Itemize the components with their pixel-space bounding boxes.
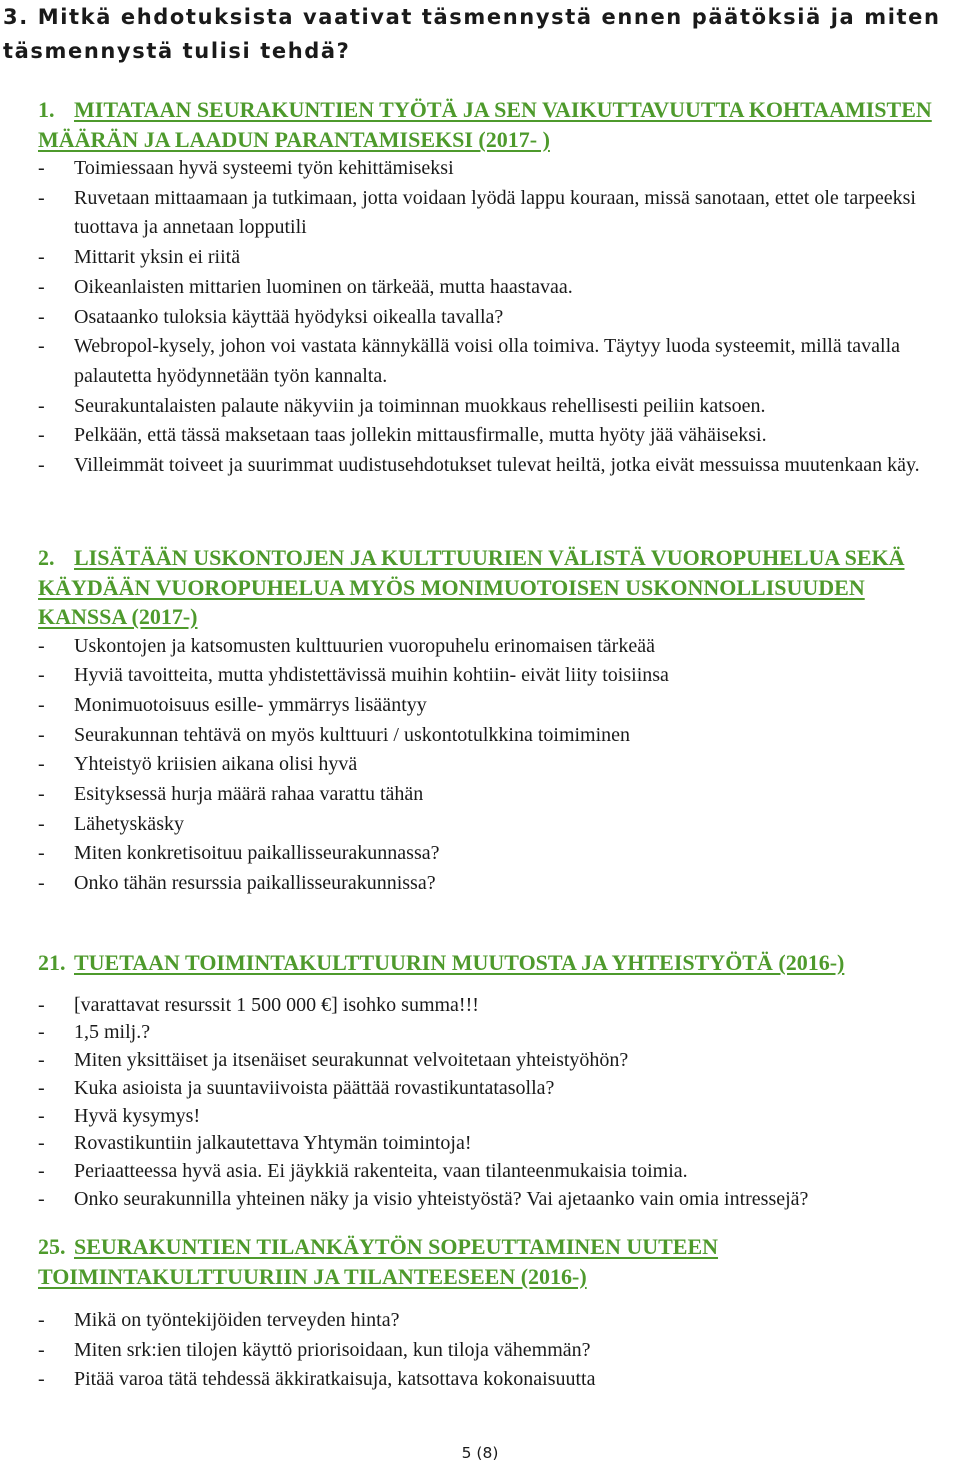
list-item: - Miten konkretisoituu paikallisseurakunnassa? — [38, 839, 958, 869]
section-1 — [38, 95, 958, 481]
list-item: - Rovastikuntiin jalkautettava Yhtymän toimintoja! — [38, 1130, 958, 1158]
list-item: - [varattavat resurssit 1 500 000 €] isohko summa!!! — [38, 992, 958, 1020]
page-heading: 3. Mitkä ehdotuksista vaativat täsmennystä ennen päätöksiä ja miten täsmennystä tulisi tehdä? — [3, 5, 941, 63]
list-item: - Osataanko tuloksia käyttää hyödyksi oikealla tavalla? — [38, 303, 958, 333]
list-item: - Mikä on työntekijöiden terveyden hinta? — [38, 1306, 958, 1336]
list-item: - Esityksessä hurja määrä rahaa varattu tähän — [38, 780, 958, 810]
list-item: - Periaatteessa hyvä asia. Ei jäykkiä rakenteita, vaan tilanteenmukaisia toimia. — [38, 1158, 958, 1186]
section-2 — [38, 543, 958, 899]
section-number: 25. — [38, 1234, 66, 1259]
list-item: - Kuka asioista ja suuntaviivoista päättää rovastikuntatasolla? — [38, 1075, 958, 1103]
list-item: - Oikeanlaisten mittarien luominen on tärkeää, mutta haastavaa. — [38, 273, 958, 303]
list-item: - Monimuotoisuus esille- ymmärrys lisääntyy — [38, 691, 958, 721]
section-number: 21. — [38, 950, 66, 975]
section-title — [38, 543, 958, 632]
list-item: - Seurakunnan tehtävä on myös kulttuuri / uskontotulkkina toimiminen — [38, 721, 958, 751]
section-title — [38, 95, 958, 154]
bullet-list — [38, 154, 958, 481]
list-item: - Miten srk:ien tilojen käyttö priorisoidaan, kun tiloja vähemmän? — [38, 1336, 958, 1366]
list-item: - Pitää varoa tätä tehdessä äkkiratkaisuja, katsottava kokonaisuutta — [38, 1365, 958, 1395]
list-item: - Seurakuntalaisten palaute näkyviin ja toiminnan muokkaus rehellisesti peiliin katsoen. — [38, 392, 958, 422]
section-title-text: SEURAKUNTIEN TILANKÄYTÖN SOPEUTTAMINEN UUTEEN TOIMINTAKULTTUURIIN JA TILANTEESEEN (2016-) — [38, 1234, 719, 1289]
section-title — [38, 948, 958, 978]
list-item: - Miten yksittäiset ja itsenäiset seurakunnat velvoitetaan yhteistyöhön? — [38, 1047, 958, 1075]
list-item: - Hyviä tavoitteita, mutta yhdistettävissä muihin kohtiin- eivät liity toisiinsa — [38, 661, 958, 691]
list-item: - Hyvä kysymys! — [38, 1103, 958, 1131]
section-25 — [38, 1232, 958, 1395]
list-item: - Yhteistyö kriisien aikana olisi hyvä — [38, 750, 958, 780]
list-item: - Onko seurakunnilla yhteinen näky ja visio yhteistyöstä? Vai ajetaanko vain omia intressejä? — [38, 1186, 958, 1214]
bullet-list — [38, 632, 958, 899]
list-item: - Uskontojen ja katsomusten kulttuurien vuoropuhelu erinomaisen tärkeää — [38, 632, 958, 662]
list-item: - Villeimmät toiveet ja suurimmat uudistusehdotukset tulevat heiltä, jotka eivät messuissa muutenkaan käy. — [38, 451, 958, 481]
bullet-list — [38, 1306, 958, 1395]
list-item: - Lähetyskäsky — [38, 810, 958, 840]
bullet-list — [38, 992, 958, 1214]
section-21 — [38, 948, 958, 1214]
list-item: - Pelkään, että tässä maksetaan taas jollekin mittausfirmalle, mutta hyöty jää vähäiseksi. — [38, 421, 958, 451]
section-number: 1. — [38, 97, 55, 122]
section-title-text: MITATAAN SEURAKUNTIEN TYÖTÄ JA SEN VAIKUTTAVUUTTA KOHTAAMISTEN MÄÄRÄN JA LAADUN PARANTAMISEKSI (2017- ) — [38, 97, 932, 152]
list-item: - Toimiessaan hyvä systeemi työn kehittämiseksi — [38, 154, 958, 184]
section-title-text: TUETAAN TOIMINTAKULTTUURIN MUUTOSTA JA YHTEISTYÖTÄ (2016-) — [74, 950, 845, 975]
list-item: - 1,5 milj.? — [38, 1019, 958, 1047]
list-item: - Ruvetaan mittaamaan ja tutkimaan, jotta voidaan lyödä lappu kouraan, missä sanotaan, ettet ole tarpeeksi tuottava ja annetaan lopputili — [38, 184, 958, 243]
list-item: - Webropol-kysely, johon voi vastata kännykällä voisi olla toimiva. Täytyy luoda systeemit, millä tavalla palautetta hyödynnetään työn kannalta. — [38, 332, 958, 391]
list-item: - Mittarit yksin ei riitä — [38, 243, 958, 273]
section-title-text: LISÄTÄÄN USKONTOJEN JA KULTTUURIEN VÄLISTÄ VUOROPUHELUA SEKÄ KÄYDÄÄN VUOROPUHELUA MYÖS MONIMUOTOISEN USKONNOLLISUUDEN KANSSA (2017-) — [38, 545, 905, 629]
list-item: - Onko tähän resurssia paikallisseurakunnissa? — [38, 869, 958, 899]
page-number: 5 (8) — [461, 1444, 499, 1462]
section-number: 2. — [38, 545, 55, 570]
section-title — [38, 1232, 958, 1291]
